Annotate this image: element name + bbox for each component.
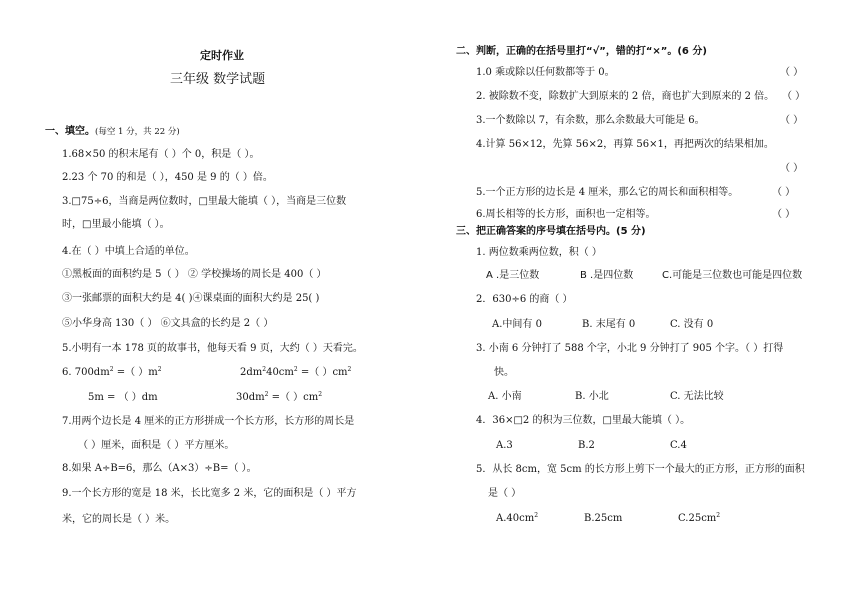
superscript: 2 [262, 366, 267, 373]
question-3-line-1: 3.□75÷6，当商是两位数时，□里最大能填（ ），当商是三位数 [62, 196, 347, 207]
choice-3-option-b: B. 小北 [575, 391, 609, 402]
choice-3-line-1: 3. 小南 6 分钟打了 588 个字，小北 9 分钟打了 905 个字。（ ）打得 [476, 343, 784, 354]
judgement-5: 5.一个正方形的边长是 4 厘米，那么它的周长和面积相等。 [476, 187, 739, 198]
document-subtitle: 三年级 数学试题 [170, 72, 266, 87]
question-7-line-1: 7.用两个边长是 4 厘米的正方形拼成一个长方形，长方形的周长是 [62, 416, 355, 427]
choice-2-option-c: C. 没有 0 [670, 319, 714, 330]
choice-1-option-c: C.可能是三位数也可能是四位数 [662, 270, 803, 281]
question-4-items-3-4: ③一张邮票的面积大约是 4( )④课桌面的面积大约是 25( ) [62, 293, 320, 304]
q6-b-answer: =（ ）cm [297, 367, 348, 378]
choice-5-option-c [678, 513, 720, 525]
q6-a-answer: =（ ）m [113, 367, 158, 378]
answer-paren: （ ） [780, 67, 804, 78]
choice-1-option-a: A .是三位数 [486, 270, 540, 281]
answer-paren: （ ） [772, 187, 796, 198]
judgement-4: 4.计算 56×12，先算 56×2，再算 56×1，再把两次的结果相加。 [476, 139, 774, 150]
choice-5-option-a [496, 513, 538, 525]
q6-b-text-1: 2dm [240, 367, 263, 378]
answer-paren: （ ） [780, 163, 804, 174]
superscript: 2 [534, 512, 539, 519]
choice-1-option-b: B .是四位数 [580, 270, 634, 281]
answer-paren: （ ） [782, 91, 806, 102]
choice-2-option-a: A.中间有 0 [492, 319, 542, 330]
question-6-d [236, 392, 322, 404]
answer-paren: （ ） [780, 115, 804, 126]
question-1: 1.68×50 的积末尾有（ ）个 0，积是（ ）。 [62, 149, 260, 160]
section-1-heading [45, 126, 180, 138]
choice-5-option-a-text: A.40cm [496, 513, 535, 524]
superscript: 2 [264, 391, 269, 398]
superscript: 2 [347, 366, 352, 373]
choice-5-option-c-text: C.25cm [678, 513, 717, 524]
choice-4-option-b: B.2 [578, 440, 595, 451]
choice-4-option-a: A.3 [496, 440, 513, 451]
question-3-line-2: 时，□里最小能填（ ）。 [62, 219, 170, 230]
choice-5-line-1: 5．从长 8cm，宽 5cm 的长方形上剪下一个最大的正方形，正方形的面积 [476, 464, 805, 475]
q6-b-text-2: 40cm [266, 367, 294, 378]
question-6-b [240, 367, 351, 379]
question-9-line-1: 9.一个长方形的宽是 18 米，长比宽多 2 米，它的面积是（ ）平方 [62, 488, 357, 499]
question-6-c: 5m = （ ）dm [88, 392, 158, 403]
choice-1: 1. 两位数乘两位数，积（ ） [476, 247, 602, 258]
q6-d-answer: =（ ）cm [268, 392, 319, 403]
question-4-items-5-6: ⑤小华身高 130（ ） ⑥文具盒的长约是 2（ ） [62, 318, 274, 329]
section-1-score: (每空 1 分，共 22 分) [95, 127, 180, 137]
choice-3-line-2: 快。 [494, 367, 514, 378]
choice-4: 4．36×□2 的积为三位数，□里最大能填（ ）。 [476, 415, 691, 426]
judgement-2: 2. 被除数不变，除数扩大到原来的 2 倍，商也扩大到原来的 2 倍。 [476, 91, 775, 102]
choice-3-option-a: A. 小南 [488, 391, 522, 402]
choice-4-option-c: C.4 [670, 440, 687, 451]
section-1-title: 一、填空。 [45, 126, 95, 137]
judgement-3: 3.一个数除以 7，有余数，那么余数最大可能是 6。 [476, 115, 705, 126]
q6-a-text: 6. 700dm [62, 367, 110, 378]
q6-d-text: 30dm [236, 392, 265, 403]
choice-2: 2．630÷6 的商（ ） [476, 294, 573, 305]
judgement-1: 1.0 乘或除以任何数都等于 0。 [476, 67, 615, 78]
judgement-6: 6.周长相等的长方形，面积也一定相等。 [476, 209, 656, 220]
superscript: 2 [157, 366, 162, 373]
question-5: 5.小明有一本 178 页的故事书，他每天看 9 页，大约（ ）天看完。 [62, 343, 363, 354]
superscript: 2 [293, 366, 298, 373]
document-title: 定时作业 [200, 49, 244, 62]
question-8: 8.如果 A÷B=6，那么（A×3）÷B=（ ）。 [62, 463, 257, 474]
question-4-items-1-2: ①黑板面的面积约是 5（ ） ② 学校操场的周长是 400（ ） [62, 269, 327, 280]
superscript: 2 [716, 512, 721, 519]
question-7-line-2: （ ）厘米，面积是（ ）平方厘米。 [78, 440, 235, 451]
question-4: 4.在（ ）中填上合适的单位。 [62, 246, 195, 257]
superscript: 2 [109, 366, 114, 373]
choice-3-option-c: C. 无法比较 [670, 391, 724, 402]
question-2: 2.23 个 70 的和是（ ），450 是 9 的（ ）倍。 [62, 172, 273, 183]
choice-5-line-2: 是（ ） [488, 488, 522, 499]
choice-2-option-b: B. 末尾有 0 [582, 319, 636, 330]
question-6-a [62, 367, 162, 379]
choice-5-option-b: B.25cm [584, 513, 623, 524]
superscript: 2 [318, 391, 323, 398]
section-2-heading: 二、判断，正确的在括号里打“√”，错的打“×”。(6 分) [456, 46, 707, 57]
answer-paren: （ ） [772, 209, 796, 220]
question-9-line-2: 米，它的周长是（ ）米。 [62, 514, 176, 525]
section-3-heading: 三、把正确答案的序号填在括号内。(5 分) [456, 226, 646, 237]
